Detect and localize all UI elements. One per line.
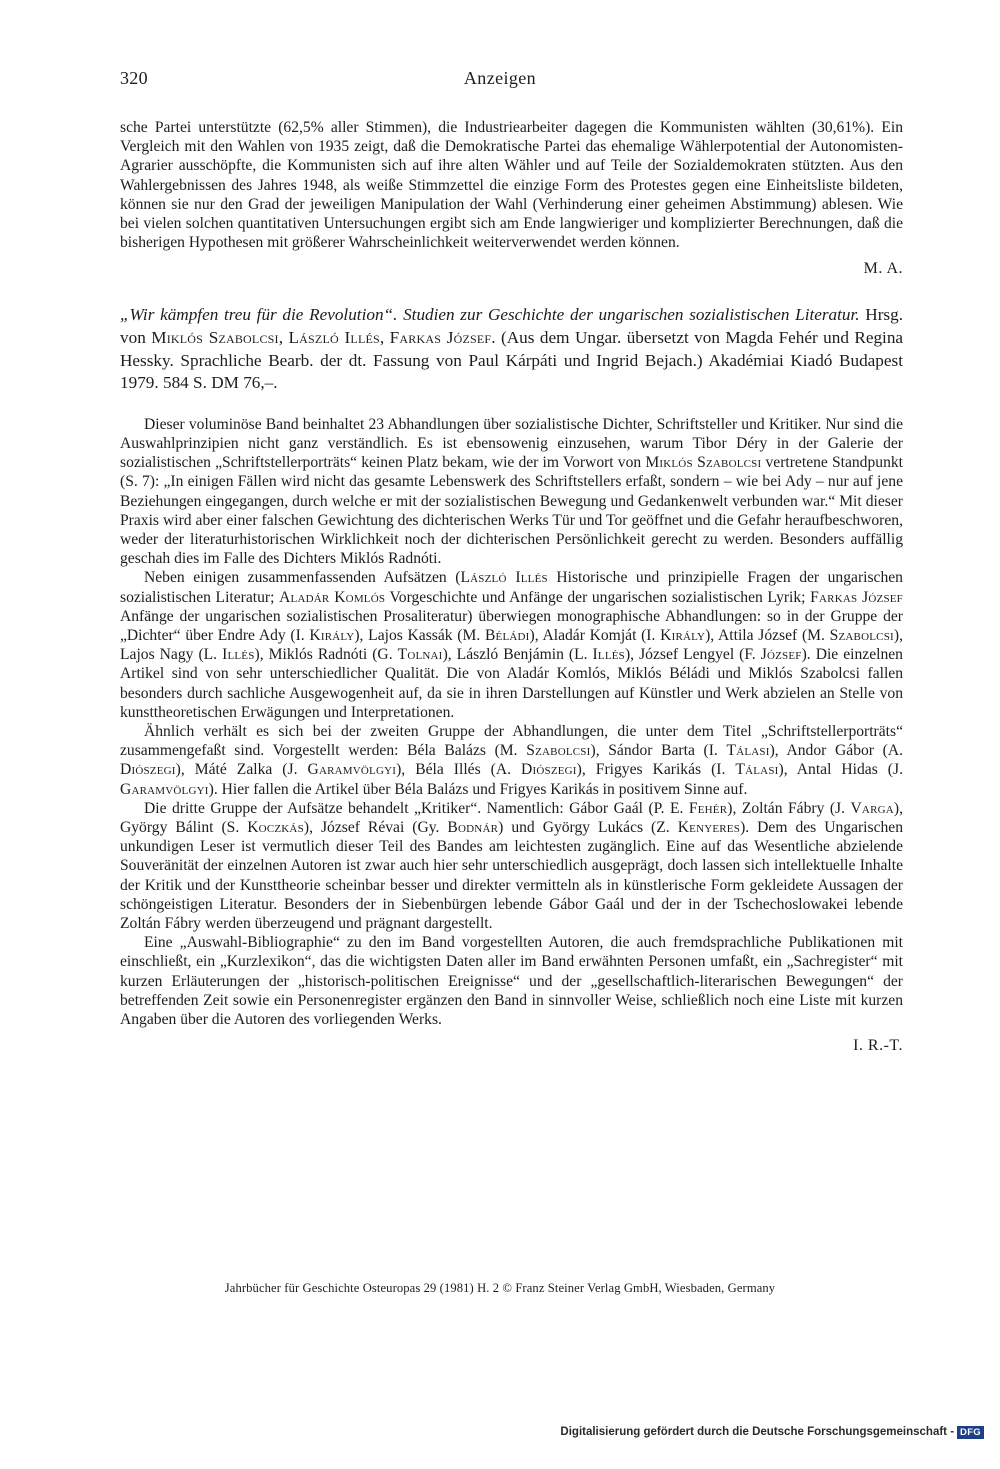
author-name: Koczkás xyxy=(247,819,304,837)
review-body xyxy=(120,415,903,1056)
author-name: Varga xyxy=(850,799,894,817)
publication-info: (Aus dem Ungar. übersetzt von Magda Fehér und Regina Hessky. Sprachliche Bearb. der dt. Fassung von Paul Kárpáti und Ingrid Bejach.) Akadémiai Kiadó Budapest 1979. 584 S. DM 76,–. xyxy=(120,328,904,393)
author-name: József xyxy=(760,646,802,664)
review-heading: „Wir kämpfen treu für die Revolution“. Studien zur Geschichte der ungarischen sozialistischen Literatur. Hrsg. von Miklós Szabolcsi, László Illés, Farkas József. (Aus dem Ungar. übersetzt von Magda Fehér und Regina Hessky. Sprachliche Bearb. der dt. Fassung von Paul Kárpáti und Ingrid Bejach.) Akadémiai Kiadó Budapest 1979. 584 S. DM 76,–. xyxy=(120,305,904,393)
author-name: Tálasi xyxy=(735,761,779,779)
editor-name: Farkas József xyxy=(389,328,492,348)
author-name: Béládi xyxy=(484,627,530,645)
review-title: „Wir kämpfen treu für die Revolution“. Studien zur Geschichte der ungarischen sozialistischen Literatur. xyxy=(120,305,860,325)
author-name: László Illés xyxy=(460,569,548,587)
review-paragraph: Neben einigen zusammenfassenden Aufsätzen (László Illés Historische und prinzipielle Fragen der ungarischen sozialistischen Literatur; Aladár Komlós Vorgeschichte und Anfänge der ungarischen sozialistischen Lyrik; Farkas József Anfänge der ungarischen sozialistischen Prosaliteratur) überwiegen monographische Abhandlungen: so in der Gruppe der „Dichter“ über Endre Ady (I. Király), Lajos Kassák (M. Béládi), Aladár Komját (I. Király), Attila József (M. Szabolcsi), Lajos Nagy (L. Illés), Miklós Radnóti (G. Tolnai), László Benjámin (L. Illés), József Lengyel (F. József). Die einzelnen Artikel sind von sehr unterschiedlicher Qualität. Die von Aladár Komlós, Miklós Béládi und Miklós Szabolcsi fallen besonders durch sachliche Ausgewogenheit auf, da sie in ihren Darstellungen auf Künstler und Werk abzielen an Stelle von kunsttheoretischen Erwägungen und Interpretationen. xyxy=(120,569,903,721)
author-name: Tálasi xyxy=(726,742,770,760)
funding-text: Digitalisierung gefördert durch die Deutsche Forschungsgemeinschaft - xyxy=(560,1426,955,1438)
author-name: Szabolcsi xyxy=(526,742,591,760)
author-name: Bodnár xyxy=(447,819,499,837)
review-paragraph: Ähnlich verhält es sich bei der zweiten Gruppe der Abhandlungen, die unter dem Titel „Schriftstellerporträts“ zusammengefaßt sind. Vorgestellt werden: Béla Balázs (M. Szabolcsi), Sándor Barta (I. Tálasi), Andor Gábor (A. Diószegi), Máté Zalka (J. Garamvölgyi), Béla Illés (A. Diószegi), Frigyes Karikás (I. Tálasi), Antal Hidas (J. Garamvölgyi). Hier fallen die Artikel über Béla Balázs und Frigyes Karikás in positivem Sinne auf. xyxy=(120,723,903,798)
author-name: Tolnai xyxy=(397,646,443,664)
editor-name: Miklós Szabolcsi xyxy=(151,328,279,348)
previous-review-paragraph: sche Partei unterstützte (62,5% aller Stimmen), die Industriearbeiter dagegen die Kommunisten wählten (30,61%). Ein Vergleich mit den Wahlen von 1935 zeigt, daß die Demokratische Partei das ehemalige Wählerpotential der Autonomisten-Agrarier ausschöpfte, die Kommunisten sich auf ihre alten Wähler und auf Teile der Sozialdemokraten stützten. Aus den Wahlergebnissen des Jahres 1948, als weiße Stimmzettel die einzige Form des Protestes gegen eine Einheitsliste bildeten, können sie nur den Grad der jeweiligen Manipulation der Wahl (Verhinderung einer geheimen Abstimmung) ablesen. Wie bei vielen solchen quantitativen Untersuchungen ergibt sich am Ende langwieriger und komplizierter Berechnungen, daß die bisherigen Hypothesen mit größerer Wahrscheinlichkeit weiterverwendet werden können. xyxy=(120,119,903,252)
review-paragraph: Die dritte Gruppe der Aufsätze behandelt „Kritiker“. Namentlich: Gábor Gaál (P. E. Fehér), Zoltán Fábry (J. Varga), György Bálint (S. Koczkás), József Révai (Gy. Bodnár) und György Lukács (Z. Kenyeres). Dem des Ungarischen unkundigen Leser ist vermutlich dieser Teil des Bandes am leichtesten zugänglich. Eine auf das Wesentliche abzielende Souveränität der einzelnen Autoren ist zwar auch hier sehr unterschiedlich ausgeprägt, doch lassen sich intellektuelle Inhalte der Kritik und der Kunsttheorie scheinbar besser und direkter vermitteln als in künstlerische Form gekleidete Aussagen der schöngeistigen Literatur. Besonders der in Siebenbürgen lebende Gábor Gaál und der in der Tschechoslowakei lebende Zoltán Fábry werden überzeugend und prägnant dargestellt. xyxy=(120,799,904,933)
author-name: Szabolcsi xyxy=(829,627,894,645)
review-paragraph: Eine „Auswahl-Bibliographie“ zu den im Band vorgestellten Autoren, die auch fremdsprachliche Publikationen mit einschließt, ein „Kurzlexikon“, das die wichtigsten Daten aller im Band erwähnten Personen umfaßt, ein „Sachregister“ mit kurzen Erläuterungen der „historisch-politischen Ereignisse“ und der „gesellschaftlich-literarischen Bewegungen“ der betreffenden Zeit sowie ein Personenregister ergänzen den Band in sinnvoller Weise, schließlich noch eine Liste mit kurzen Angaben über die Autoren des vorliegenden Werks. xyxy=(120,934,903,1029)
review-signature: I. R.-T. xyxy=(853,1037,903,1055)
dfg-logo-icon: DFG xyxy=(957,1426,984,1439)
running-head: Anzeigen xyxy=(463,68,537,88)
author-name: Aladár Komlós xyxy=(279,588,386,606)
review-paragraph: Dieser voluminöse Band beinhaltet 23 Abhandlungen über sozialistische Dichter, Schriftsteller und Kritiker. Nur sind die Auswahlprinzipien nicht ganz verständlich. Es ist ebensowenig einzusehen, warum Tibor Déry in der Galerie der sozialistischen „Schriftstellerporträts“ keinen Platz bekam, wie der im Vorwort von Miklós Szabolcsi vertretene Standpunkt (S. 7): „In einigen Fällen wird nicht das gesamte Lebenswerk des Schriftstellers erfaßt, sondern – wie bei Ady – nur auf jene Beziehungen eingegangen, durch welche er mit der sozialistischen Bewegung und Gedankenwelt verbunden war.“ Mit dieser Praxis wird aber einer falschen Gewichtung des dichterischen Werks Tür und Tor geöffnet und die Gefahr heraufbeschworen, weder der literaturhistorischen Wirklichkeit noch der dichterischen Persönlichkeit gerecht zu werden. Besonders auffällig geschah dies im Falle des Dichters Miklós Radnóti. xyxy=(120,415,903,568)
author-name: Diószegi xyxy=(521,761,577,779)
author-name: Diószegi xyxy=(120,761,176,779)
page-number: 320 xyxy=(120,68,148,88)
page-header xyxy=(0,64,1000,98)
journal-citation: Jahrbücher für Geschichte Osteuropas 29 (1981) H. 2 © Franz Steiner Verlag GmbH, Wiesbaden, Germany xyxy=(224,1281,776,1295)
author-name: Kenyeres xyxy=(677,819,741,837)
author-name: Fehér xyxy=(688,799,728,817)
previous-review-signature: M. A. xyxy=(863,260,903,278)
author-name: Garamvölgyi xyxy=(307,761,397,779)
author-name: Farkas József xyxy=(810,588,903,606)
editors-prefix: Hrsg. von xyxy=(120,305,904,348)
author-name: Miklós Szabolcsi xyxy=(645,454,762,472)
editor-name: László Illés xyxy=(288,328,380,348)
author-name: Király xyxy=(309,627,355,645)
author-name: Illés xyxy=(592,646,625,664)
author-name: Király xyxy=(660,627,706,645)
author-name: Garamvölgyi xyxy=(120,780,209,798)
author-name: Illés xyxy=(222,646,255,664)
page-content xyxy=(120,118,903,1055)
dfg-funding-note xyxy=(560,1423,984,1441)
